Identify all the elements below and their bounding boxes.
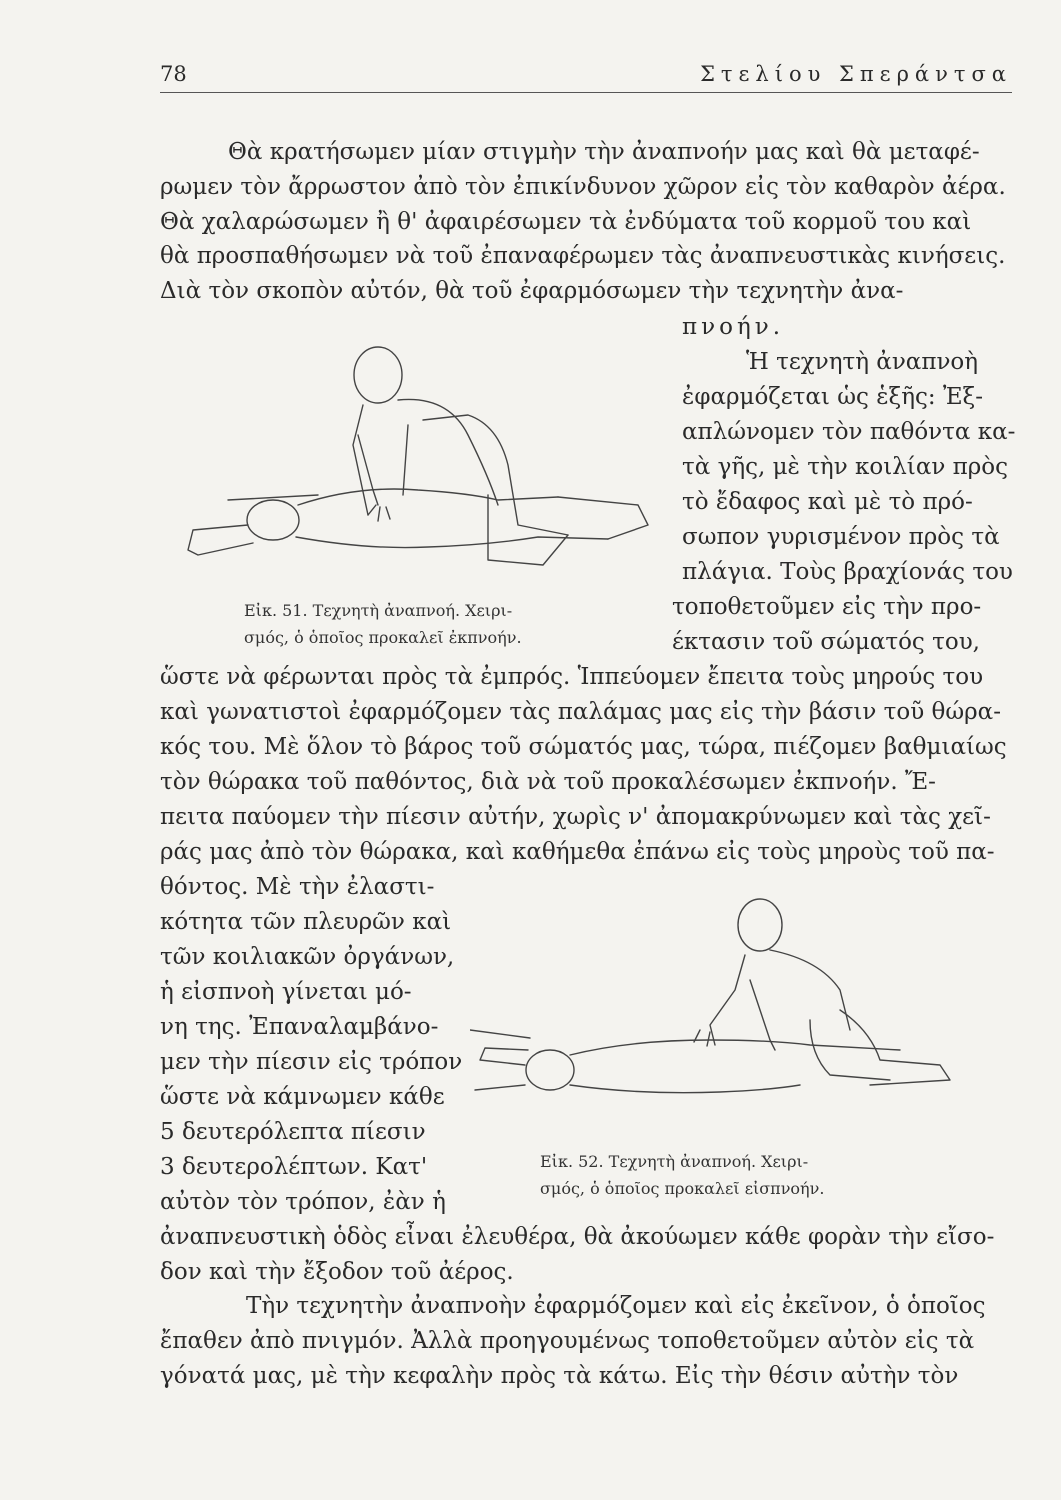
text-line: πλάγια. Τοὺς βραχίονάς του: [682, 559, 1013, 585]
text-line: Τὴν τεχνητὴν ἀναπνοὴν ἐφαρμόζομεν καὶ εἰς ἐκεῖνον, ὁ ὁποῖος: [246, 1293, 986, 1319]
text-line: έκτασιν τοῦ σώματός του,: [672, 629, 980, 655]
text-line: νη της. Ἐπαναλαμβάνο-: [160, 1014, 439, 1040]
text-line: απλώνομεν τὸν παθόντα κα-: [682, 419, 1016, 445]
text-line: τῶν κοιλιακῶν ὀργάνων,: [160, 944, 455, 970]
text-line: τὸ ἔδαφος καὶ μὲ τὸ πρό-: [682, 489, 973, 515]
text-line: θόντος. Μὲ τὴν ἐλαστι-: [160, 874, 435, 900]
text-line: Ἡ τεχνητὴ ἀναπνοὴ: [746, 349, 979, 375]
figure-52-caption-line1: Εἰκ. 52. Τεχνητὴ ἀναπνοή. Χειρι-: [540, 1152, 809, 1171]
text-line: δον καὶ τὴν ἔξοδον τοῦ ἀέρος.: [160, 1259, 514, 1285]
text-line: πνοήν.: [682, 314, 785, 340]
text-line: αὐτὸν τὸν τρόπον, ἐὰν ἡ: [160, 1189, 446, 1215]
text-line: ἡ εἰσπνοὴ γίνεται μό-: [160, 979, 412, 1005]
text-line: τὰ γῆς, μὲ τὴν κοιλίαν πρὸς: [682, 454, 1009, 480]
figure-51-caption-line2: σμός, ὁ ὁποῖος προκαλεῖ ἐκπνοήν.: [244, 628, 522, 647]
text-line: κός του. Μὲ ὅλον τὸ βάρος τοῦ σώματός μας, τώρα, πιέζομεν βαθμιαίως: [160, 734, 1007, 760]
figure-52-caption-line2: σμός, ὁ ὁποῖος προκαλεῖ εἰσπνοήν.: [540, 1179, 825, 1198]
text-line: καὶ γωνατιστοὶ ἐφαρμόζομεν τὰς παλάμας μας εἰς τὴν βάσιν τοῦ θώρα-: [160, 699, 1001, 725]
text-line: ἀναπνευστικὴ ὁδὸς εἶναι ἐλευθέρα, θὰ ἀκούωμεν κάθε φορὰν τὴν εἴσο-: [160, 1224, 995, 1250]
text-line: 3 δευτερολέπτων. Κατ': [160, 1154, 428, 1180]
text-line: ἐφαρμόζεται ὡς ἑξῆς: Ἐξ-: [682, 384, 983, 410]
text-line: Διὰ τὸν σκοπὸν αὐτόν, θὰ τοῦ ἐφαρμόσωμεν τὴν τεχνητὴν ἀνα-: [160, 278, 904, 304]
text-line: θὰ προσπαθήσωμεν νὰ τοῦ ἐπαναφέρωμεν τὰς ἀναπνευστικὰς κινήσεις.: [160, 243, 1006, 269]
page-header: [160, 58, 1012, 93]
text-line: τὸν θώρακα τοῦ παθόντος, διὰ νὰ τοῦ προκαλέσωμεν ἐκπνοήν. Ἔ-: [160, 769, 936, 795]
text-line: 5 δευτερόλεπτα πίεσιν: [160, 1119, 426, 1145]
text-line: μεν τὴν πίεσιν εἰς τρόπον: [160, 1049, 463, 1075]
text-line: ράς μας ἀπὸ τὸν θώρακα, καὶ καθήμεθα ἐπάνω εἰς τοὺς μηροὺς τοῦ πα-: [160, 839, 995, 865]
text-line: Θὰ χαλαρώσωμεν ἢ θ' ἀφαιρέσωμεν τὰ ἐνδύματα τοῦ κορμοῦ του καὶ: [160, 209, 972, 235]
text-line: γόνατά μας, μὲ τὴν κεφαλὴν πρὸς τὰ κάτω. Εἰς τὴν θέσιν αὐτὴν τὸν: [160, 1363, 959, 1389]
figure-51-illustration: [168, 325, 678, 585]
text-line: πειτα παύομεν τὴν πίεσιν αὐτήν, χωρὶς ν' ἀπομακρύνωμεν καὶ τὰς χεῖ-: [160, 804, 991, 830]
figure-52-illustration: [470, 880, 1000, 1140]
figure-51-caption-line1: Εἰκ. 51. Τεχνητὴ ἀναπνοή. Χειρι-: [244, 601, 513, 620]
text-line: σωπον γυρισμένον πρὸς τὰ: [682, 524, 1000, 550]
text-line: Θὰ κρατήσωμεν μίαν στιγμὴν τὴν ἀναπνοήν μας καὶ θὰ μεταφέ-: [228, 139, 980, 165]
text-line: ρωμεν τὸν ἄρρωστον ἀπὸ τὸν ἐπικίνδυνον χῶρον εἰς τὸν καθαρὸν ἀέρα.: [160, 174, 1006, 200]
running-title: Στελίου Σπεράντσα: [700, 62, 1012, 86]
text-line: ἔπαθεν ἀπὸ πνιγμόν. Ἀλλὰ προηγουμένως τοποθετοῦμεν αὐτὸν εἰς τὰ: [160, 1328, 975, 1354]
text-line: κότητα τῶν πλευρῶν καὶ: [160, 909, 452, 935]
page-number: 78: [160, 62, 187, 86]
text-line: ὥστε νὰ κάμνωμεν κάθε: [160, 1084, 445, 1110]
text-line: τοποθετοῦμεν εἰς τὴν προ-: [672, 594, 982, 620]
text-line: ὥστε νὰ φέρωνται πρὸς τὰ ἐμπρός. Ἱππεύομεν ἔπειτα τοὺς μηρούς του: [160, 664, 984, 690]
